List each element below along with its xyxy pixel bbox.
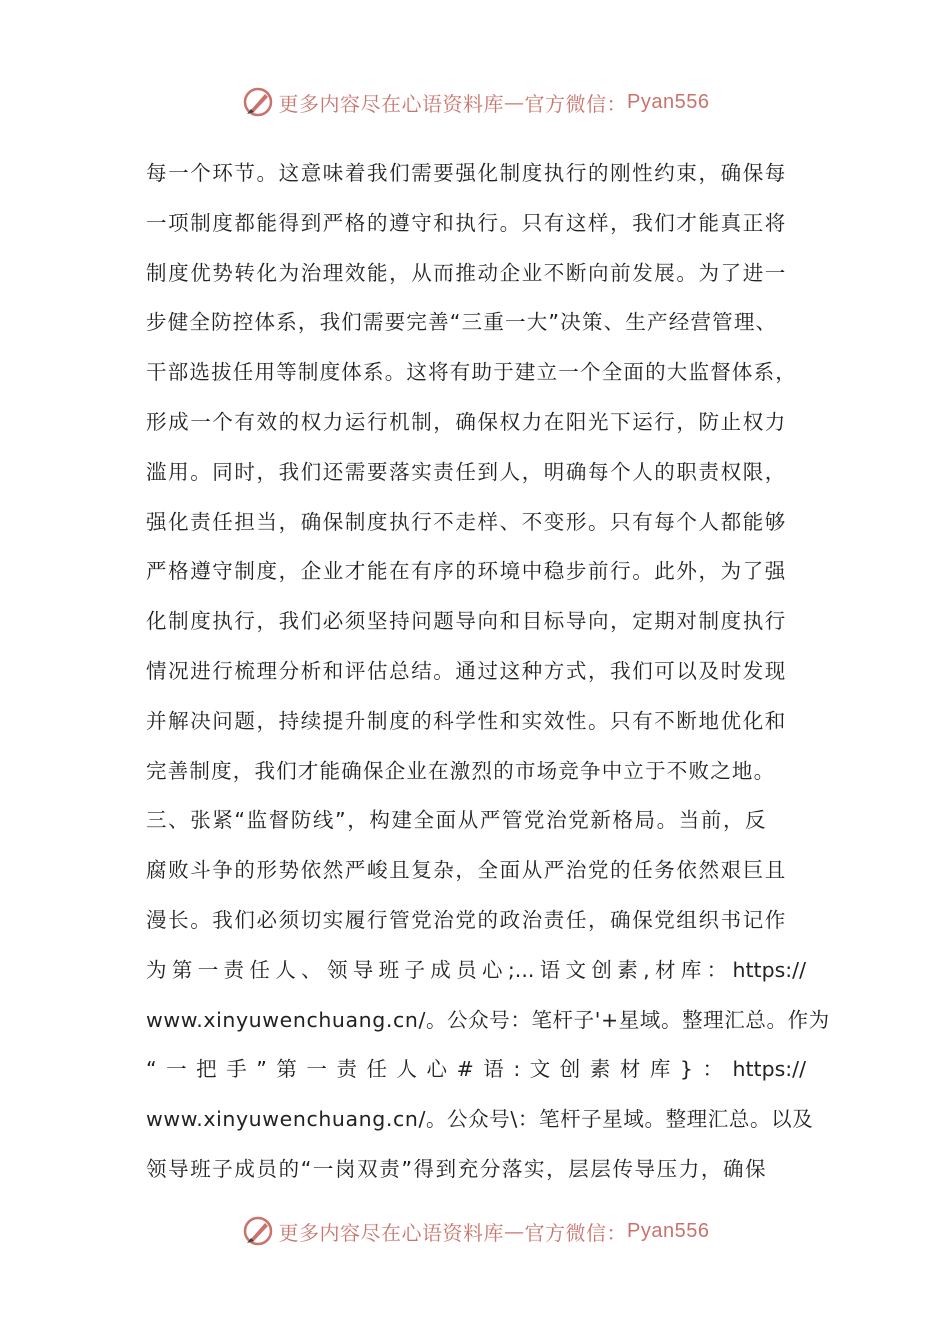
text-line: www.xinyuwenchuang.cn/。公众号\：笔杆子星域。整理汇总。以及 [146,1107,814,1132]
text-line: 一项制度都能得到严格的遵守和执行。只有这样，我们才能真正将 [146,210,787,235]
text-line: 干部选拔任用等制度体系。这将有助于建立一个全面的大监督体系， [146,360,797,385]
pen-logo-icon [241,85,275,119]
footer-separator: — [504,1219,525,1243]
text-line: 漫长。我们必须切实履行管党治党的政治责任，确保党组织书记作 [146,907,787,932]
text-line: 领导班子成员的“一岗双责”得到充分落实，层层传导压力，确保 [146,1156,768,1181]
header-wechat-label: 官方微信： [524,91,628,116]
text-line: 每一个环节。这意味着我们需要强化制度执行的刚性约束，确保每 [146,161,787,185]
footer-banner-text: 更多内容尽在心语资料库 [278,1220,505,1245]
text-line: 滥用。同时，我们还需要落实责任到人，明确每个人的职责权限， [146,459,787,484]
text-line: 腐败斗争的形势依然严峻且复杂，全面从严治党的任务依然艰巨且 [146,858,787,883]
header-wechat-id: Pyan556 [627,90,710,113]
footer-banner [0,1211,950,1251]
header-banner [0,82,950,122]
text-line: www.xinyuwenchuang.cn/。公众号：笔杆子'+星域。整理汇总。作为 [146,1007,830,1032]
footer-wechat-label: 官方微信： [524,1220,628,1245]
pen-logo-icon [241,1214,275,1248]
text-line: 化制度执行，我们必须坚持问题导向和目标导向，定期对制度执行 [146,609,787,634]
text-line: “一把手”第一责任人心#语:文创素材库}：https:// [146,1057,806,1082]
text-line: 严格遵守制度，企业才能在有序的环境中稳步前行。此外，为了强 [146,559,787,584]
text-line: 并解决问题，持续提升制度的科学性和实效性。只有不断地优化和 [146,708,787,733]
document-body [146,149,830,1195]
text-line: 制度优势转化为治理效能，从而推动企业不断向前发展。为了进一 [146,260,787,285]
footer-wechat-id: Pyan556 [627,1219,710,1242]
text-line: 完善制度，我们才能确保企业在激烈的市场竞争中立于不败之地。 [146,758,776,783]
header-separator: — [504,90,525,114]
text-line: 强化责任担当，确保制度执行不走样、不变形。只有每个人都能够 [146,509,787,534]
text-line: 情况进行梳理分析和评估总结。通过这种方式，我们可以及时发现 [146,658,787,683]
text-line: 步健全防控体系，我们需要完善“三重一大”决策、生产经营管理、 [146,310,778,335]
text-line: 形成一个有效的权力运行机制，确保权力在阳光下运行，防止权力 [146,409,787,434]
text-line: 为第一责任人、领导班子成员心;...语文创素,材库：https:// [146,957,806,982]
text-line: 三、张紧“监督防线”，构建全面从严管党治党新格局。当前，反 [146,808,768,833]
header-banner-text: 更多内容尽在心语资料库 [278,91,505,116]
